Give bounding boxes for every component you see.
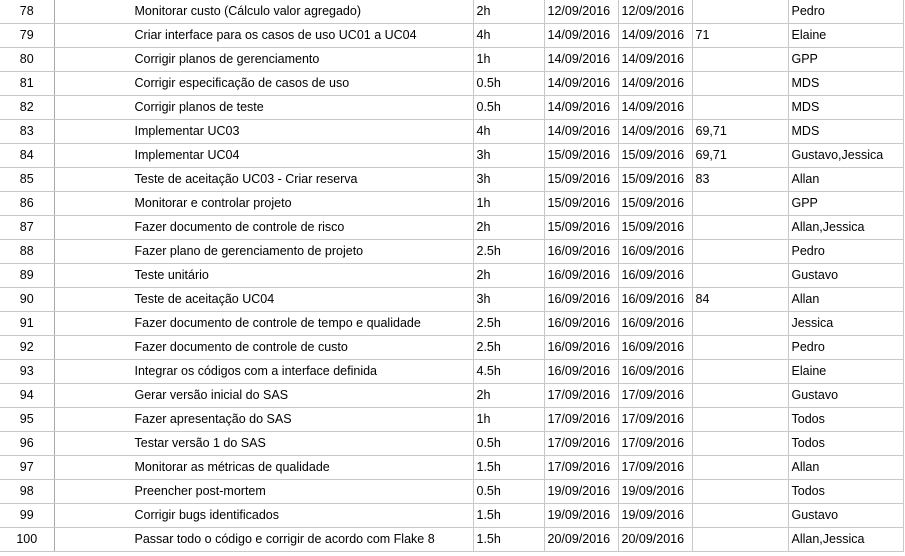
start-date-cell[interactable]: 15/09/2016	[544, 144, 618, 168]
duration-cell[interactable]: 1h	[473, 408, 544, 432]
table-row[interactable]	[0, 384, 903, 408]
table-row[interactable]	[0, 288, 903, 312]
end-date-cell[interactable]: 19/09/2016	[618, 480, 692, 504]
resource-cell[interactable]: Elaine	[788, 360, 903, 384]
start-date-cell[interactable]: 14/09/2016	[544, 72, 618, 96]
duration-cell[interactable]: 3h	[473, 288, 544, 312]
duration-cell[interactable]: 1h	[473, 48, 544, 72]
task-cell[interactable]: Corrigir bugs identificados	[54, 504, 473, 528]
predecessors-cell[interactable]	[692, 408, 788, 432]
start-date-cell[interactable]: 15/09/2016	[544, 168, 618, 192]
task-cell[interactable]: Integrar os códigos com a interface definida	[54, 360, 473, 384]
row-number[interactable]: 100	[0, 528, 54, 552]
task-cell[interactable]: Monitorar e controlar projeto	[54, 192, 473, 216]
duration-cell[interactable]: 1.5h	[473, 456, 544, 480]
table-row[interactable]	[0, 0, 903, 24]
row-number[interactable]: 84	[0, 144, 54, 168]
start-date-cell[interactable]: 20/09/2016	[544, 528, 618, 552]
duration-cell[interactable]: 2.5h	[473, 312, 544, 336]
task-cell[interactable]: Testar versão 1 do SAS	[54, 432, 473, 456]
end-date-cell[interactable]: 16/09/2016	[618, 264, 692, 288]
resource-cell[interactable]: Gustavo,Jessica	[788, 144, 903, 168]
predecessors-cell[interactable]	[692, 96, 788, 120]
duration-cell[interactable]: 2h	[473, 264, 544, 288]
task-cell[interactable]: Teste unitário	[54, 264, 473, 288]
end-date-cell[interactable]: 12/09/2016	[618, 0, 692, 24]
row-number[interactable]: 94	[0, 384, 54, 408]
duration-cell[interactable]: 2h	[473, 384, 544, 408]
task-cell[interactable]: Gerar versão inicial do SAS	[54, 384, 473, 408]
predecessors-cell[interactable]: 71	[692, 24, 788, 48]
start-date-cell[interactable]: 16/09/2016	[544, 336, 618, 360]
predecessors-cell[interactable]	[692, 240, 788, 264]
end-date-cell[interactable]: 14/09/2016	[618, 120, 692, 144]
row-number[interactable]: 81	[0, 72, 54, 96]
end-date-cell[interactable]: 16/09/2016	[618, 360, 692, 384]
resource-cell[interactable]: Allan,Jessica	[788, 528, 903, 552]
predecessors-cell[interactable]: 69,71	[692, 120, 788, 144]
row-number[interactable]: 86	[0, 192, 54, 216]
table-row[interactable]	[0, 96, 903, 120]
start-date-cell[interactable]: 16/09/2016	[544, 360, 618, 384]
row-number[interactable]: 91	[0, 312, 54, 336]
start-date-cell[interactable]: 16/09/2016	[544, 288, 618, 312]
task-cell[interactable]: Passar todo o código e corrigir de acordo com Flake 8	[54, 528, 473, 552]
start-date-cell[interactable]: 16/09/2016	[544, 264, 618, 288]
end-date-cell[interactable]: 16/09/2016	[618, 336, 692, 360]
row-number[interactable]: 98	[0, 480, 54, 504]
duration-cell[interactable]: 2h	[473, 0, 544, 24]
resource-cell[interactable]: Elaine	[788, 24, 903, 48]
task-cell[interactable]: Corrigir planos de gerenciamento	[54, 48, 473, 72]
start-date-cell[interactable]: 16/09/2016	[544, 240, 618, 264]
resource-cell[interactable]: Todos	[788, 408, 903, 432]
predecessors-cell[interactable]: 69,71	[692, 144, 788, 168]
start-date-cell[interactable]: 19/09/2016	[544, 504, 618, 528]
end-date-cell[interactable]: 16/09/2016	[618, 240, 692, 264]
duration-cell[interactable]: 1.5h	[473, 504, 544, 528]
end-date-cell[interactable]: 17/09/2016	[618, 456, 692, 480]
duration-cell[interactable]: 3h	[473, 144, 544, 168]
resource-cell[interactable]: Gustavo	[788, 264, 903, 288]
end-date-cell[interactable]: 16/09/2016	[618, 288, 692, 312]
duration-cell[interactable]: 2.5h	[473, 336, 544, 360]
resource-cell[interactable]: MDS	[788, 96, 903, 120]
table-row[interactable]	[0, 120, 903, 144]
table-row[interactable]	[0, 504, 903, 528]
predecessors-cell[interactable]	[692, 432, 788, 456]
predecessors-cell[interactable]	[692, 480, 788, 504]
task-cell[interactable]: Fazer plano de gerenciamento de projeto	[54, 240, 473, 264]
start-date-cell[interactable]: 12/09/2016	[544, 0, 618, 24]
start-date-cell[interactable]: 14/09/2016	[544, 48, 618, 72]
predecessors-cell[interactable]: 84	[692, 288, 788, 312]
resource-cell[interactable]: Allan	[788, 288, 903, 312]
end-date-cell[interactable]: 19/09/2016	[618, 504, 692, 528]
row-number[interactable]: 92	[0, 336, 54, 360]
task-cell[interactable]: Fazer documento de controle de risco	[54, 216, 473, 240]
duration-cell[interactable]: 0.5h	[473, 96, 544, 120]
predecessors-cell[interactable]	[692, 72, 788, 96]
table-row[interactable]	[0, 24, 903, 48]
predecessors-cell[interactable]	[692, 456, 788, 480]
row-number[interactable]: 89	[0, 264, 54, 288]
start-date-cell[interactable]: 15/09/2016	[544, 192, 618, 216]
end-date-cell[interactable]: 16/09/2016	[618, 312, 692, 336]
table-row[interactable]	[0, 408, 903, 432]
start-date-cell[interactable]: 19/09/2016	[544, 480, 618, 504]
task-cell[interactable]: Implementar UC04	[54, 144, 473, 168]
table-row[interactable]	[0, 168, 903, 192]
end-date-cell[interactable]: 17/09/2016	[618, 384, 692, 408]
resource-cell[interactable]: GPP	[788, 48, 903, 72]
duration-cell[interactable]: 2h	[473, 216, 544, 240]
resource-cell[interactable]: Allan	[788, 168, 903, 192]
predecessors-cell[interactable]	[692, 528, 788, 552]
predecessors-cell[interactable]	[692, 360, 788, 384]
predecessors-cell[interactable]	[692, 384, 788, 408]
start-date-cell[interactable]: 14/09/2016	[544, 96, 618, 120]
resource-cell[interactable]: GPP	[788, 192, 903, 216]
row-number[interactable]: 87	[0, 216, 54, 240]
predecessors-cell[interactable]	[692, 504, 788, 528]
predecessors-cell[interactable]	[692, 264, 788, 288]
row-number[interactable]: 78	[0, 0, 54, 24]
duration-cell[interactable]: 0.5h	[473, 72, 544, 96]
row-number[interactable]: 96	[0, 432, 54, 456]
task-cell[interactable]: Fazer apresentação do SAS	[54, 408, 473, 432]
task-cell[interactable]: Corrigir planos de teste	[54, 96, 473, 120]
start-date-cell[interactable]: 15/09/2016	[544, 216, 618, 240]
table-row[interactable]	[0, 480, 903, 504]
end-date-cell[interactable]: 20/09/2016	[618, 528, 692, 552]
task-cell[interactable]: Fazer documento de controle de tempo e qualidade	[54, 312, 473, 336]
table-row[interactable]	[0, 240, 903, 264]
predecessors-cell[interactable]	[692, 216, 788, 240]
end-date-cell[interactable]: 17/09/2016	[618, 408, 692, 432]
task-cell[interactable]: Teste de aceitação UC03 - Criar reserva	[54, 168, 473, 192]
row-number[interactable]: 88	[0, 240, 54, 264]
end-date-cell[interactable]: 15/09/2016	[618, 192, 692, 216]
table-row[interactable]	[0, 360, 903, 384]
task-cell[interactable]: Preencher post-mortem	[54, 480, 473, 504]
table-row[interactable]	[0, 72, 903, 96]
task-cell[interactable]: Teste de aceitação UC04	[54, 288, 473, 312]
row-number[interactable]: 85	[0, 168, 54, 192]
duration-cell[interactable]: 4h	[473, 24, 544, 48]
end-date-cell[interactable]: 14/09/2016	[618, 72, 692, 96]
table-row[interactable]	[0, 336, 903, 360]
row-number[interactable]: 82	[0, 96, 54, 120]
predecessors-cell[interactable]	[692, 48, 788, 72]
row-number[interactable]: 95	[0, 408, 54, 432]
row-number[interactable]: 79	[0, 24, 54, 48]
task-cell[interactable]: Monitorar as métricas de qualidade	[54, 456, 473, 480]
end-date-cell[interactable]: 15/09/2016	[618, 144, 692, 168]
end-date-cell[interactable]: 15/09/2016	[618, 216, 692, 240]
start-date-cell[interactable]: 16/09/2016	[544, 312, 618, 336]
duration-cell[interactable]: 3h	[473, 168, 544, 192]
predecessors-cell[interactable]	[692, 192, 788, 216]
predecessors-cell[interactable]	[692, 336, 788, 360]
row-number[interactable]: 99	[0, 504, 54, 528]
row-number[interactable]: 90	[0, 288, 54, 312]
duration-cell[interactable]: 4h	[473, 120, 544, 144]
table-row[interactable]	[0, 144, 903, 168]
resource-cell[interactable]: Todos	[788, 432, 903, 456]
predecessors-cell[interactable]: 83	[692, 168, 788, 192]
start-date-cell[interactable]: 17/09/2016	[544, 384, 618, 408]
start-date-cell[interactable]: 14/09/2016	[544, 24, 618, 48]
duration-cell[interactable]: 1h	[473, 192, 544, 216]
resource-cell[interactable]: Gustavo	[788, 504, 903, 528]
start-date-cell[interactable]: 17/09/2016	[544, 456, 618, 480]
predecessors-cell[interactable]	[692, 312, 788, 336]
resource-cell[interactable]: MDS	[788, 72, 903, 96]
duration-cell[interactable]: 0.5h	[473, 432, 544, 456]
resource-cell[interactable]: Pedro	[788, 336, 903, 360]
resource-cell[interactable]: Allan,Jessica	[788, 216, 903, 240]
end-date-cell[interactable]: 15/09/2016	[618, 168, 692, 192]
table-row[interactable]	[0, 48, 903, 72]
start-date-cell[interactable]: 17/09/2016	[544, 432, 618, 456]
row-number[interactable]: 93	[0, 360, 54, 384]
resource-cell[interactable]: Jessica	[788, 312, 903, 336]
start-date-cell[interactable]: 14/09/2016	[544, 120, 618, 144]
table-row[interactable]	[0, 192, 903, 216]
end-date-cell[interactable]: 17/09/2016	[618, 432, 692, 456]
task-cell[interactable]: Criar interface para os casos de uso UC01 a UC04	[54, 24, 473, 48]
table-row[interactable]	[0, 528, 903, 552]
table-row[interactable]	[0, 264, 903, 288]
task-cell[interactable]: Monitorar custo (Cálculo valor agregado)	[54, 0, 473, 24]
table-row[interactable]	[0, 216, 903, 240]
end-date-cell[interactable]: 14/09/2016	[618, 24, 692, 48]
resource-cell[interactable]: Todos	[788, 480, 903, 504]
row-number[interactable]: 83	[0, 120, 54, 144]
task-cell[interactable]: Corrigir especificação de casos de uso	[54, 72, 473, 96]
duration-cell[interactable]: 2.5h	[473, 240, 544, 264]
table-row[interactable]	[0, 312, 903, 336]
predecessors-cell[interactable]	[692, 0, 788, 24]
start-date-cell[interactable]: 17/09/2016	[544, 408, 618, 432]
duration-cell[interactable]: 1.5h	[473, 528, 544, 552]
resource-cell[interactable]: Pedro	[788, 0, 903, 24]
row-number[interactable]: 97	[0, 456, 54, 480]
resource-cell[interactable]: Allan	[788, 456, 903, 480]
row-number[interactable]: 80	[0, 48, 54, 72]
resource-cell[interactable]: Pedro	[788, 240, 903, 264]
task-cell[interactable]: Fazer documento de controle de custo	[54, 336, 473, 360]
resource-cell[interactable]: Gustavo	[788, 384, 903, 408]
end-date-cell[interactable]: 14/09/2016	[618, 96, 692, 120]
task-cell[interactable]: Implementar UC03	[54, 120, 473, 144]
end-date-cell[interactable]: 14/09/2016	[618, 48, 692, 72]
duration-cell[interactable]: 0.5h	[473, 480, 544, 504]
resource-cell[interactable]: MDS	[788, 120, 903, 144]
table-row[interactable]	[0, 456, 903, 480]
table-row[interactable]	[0, 432, 903, 456]
duration-cell[interactable]: 4.5h	[473, 360, 544, 384]
